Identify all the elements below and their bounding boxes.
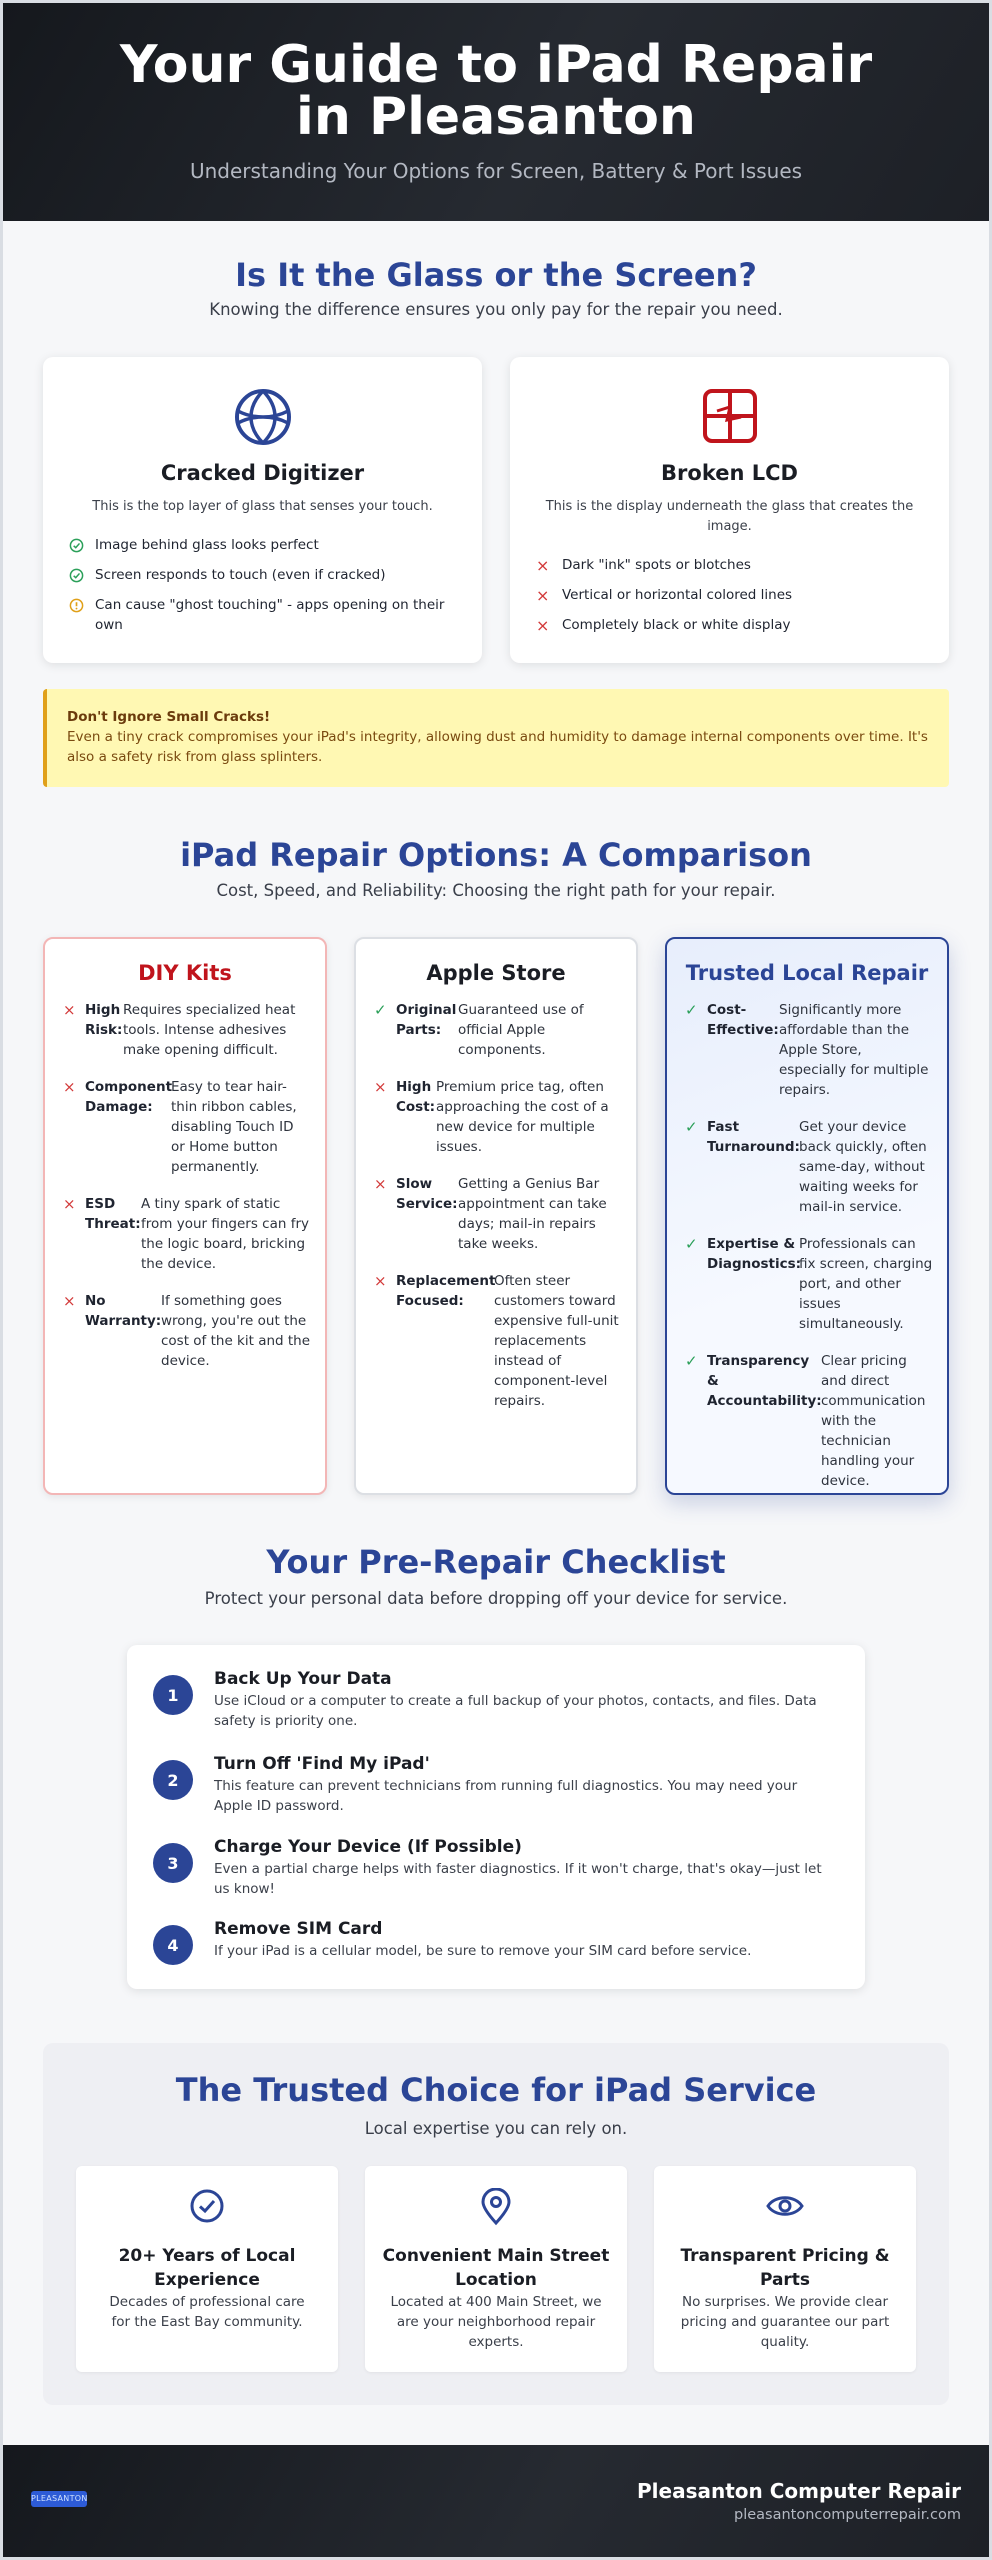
comparison-row — [63, 1077, 311, 1177]
digitizer-title: Cracked Digitizer — [160, 461, 365, 485]
comparison-title: iPad Repair Options: A Comparison — [180, 836, 812, 874]
comparison-row — [63, 1291, 311, 1371]
step-number: 1 — [153, 1675, 193, 1715]
row-value: A tiny spark of static from your fingers can fry the logic board, bricking the device. — [141, 1196, 309, 1272]
x-icon: × — [374, 1272, 387, 1290]
trusted-feature-card — [365, 2166, 627, 2372]
x-icon: × — [536, 586, 550, 605]
page-header — [3, 3, 989, 221]
checklist-card — [127, 1645, 865, 1989]
comparison-row — [374, 1271, 622, 1411]
diy-kits-card — [43, 937, 327, 1495]
lcd-card — [510, 357, 949, 663]
step-number: 3 — [153, 1843, 193, 1883]
list-item-text: Can cause "ghost touching" - apps opening on their own — [95, 597, 445, 633]
lcd-symptom-list — [536, 555, 925, 645]
comparison-row — [685, 1351, 933, 1491]
row-key: Fast Turnaround: — [707, 1119, 800, 1155]
page-subtitle: Understanding Your Options for Screen, Battery & Port Issues — [189, 159, 803, 183]
row-value: Getting a Genius Bar appointment can take days; mail-in repairs take weeks. — [458, 1176, 607, 1252]
comparison-row — [374, 1077, 622, 1157]
apple-store-title: Apple Store — [426, 961, 566, 985]
feature-title: Convenient Main Street Location — [382, 2246, 610, 2290]
warning-body: Even a tiny crack compromises your iPad's integrity, allowing dust and humidity to damage internal components over time. It's also a safety risk from glass splinters. — [67, 729, 928, 765]
list-item-text: Image behind glass looks perfect — [95, 537, 319, 553]
list-item-text: Vertical or horizontal colored lines — [562, 587, 793, 603]
row-value: Requires specialized heat tools. Intense adhesives make opening difficult. — [123, 1002, 296, 1058]
company-website-link[interactable]: pleasantoncomputerrepair.com — [734, 2507, 961, 2523]
page-footer — [3, 2445, 989, 2557]
row-key: High Cost: — [396, 1079, 436, 1115]
checklist-step — [153, 1669, 831, 1731]
warning-title: Don't Ignore Small Cracks! — [67, 709, 271, 725]
row-key: Transparency & Accountability: — [707, 1353, 822, 1409]
row-value: Get your device back quickly, often same-day, without waiting weeks for mail-in service. — [799, 1119, 927, 1215]
trusted-local-repair-title: Trusted Local Repair — [685, 961, 929, 985]
comparison-row — [374, 1000, 622, 1060]
comparison-subtitle: Cost, Speed, and Reliability: Choosing the right path for your repair. — [216, 881, 776, 900]
comparison-row — [63, 1000, 311, 1060]
row-value: Premium price tag, often approaching the cost of a new device for multiple issues. — [436, 1079, 609, 1155]
x-icon: × — [63, 1292, 76, 1310]
step-title: Turn Off 'Find My iPad' — [214, 1754, 430, 1774]
list-item-text: Dark "ink" spots or blotches — [562, 557, 751, 573]
row-key: Expertise & Diagnostics: — [707, 1236, 802, 1272]
check-icon: ✓ — [685, 1352, 698, 1370]
trusted-feature-card — [76, 2166, 338, 2372]
row-value: Significantly more affordable than the Apple Store, especially for multiple repairs. — [779, 1002, 929, 1098]
list-item — [69, 565, 458, 585]
step-title: Charge Your Device (If Possible) — [214, 1837, 522, 1857]
step-title: Remove SIM Card — [214, 1919, 383, 1939]
checklist-step — [153, 1754, 831, 1816]
x-icon: × — [374, 1078, 387, 1096]
row-key: Replacement Focused: — [396, 1273, 496, 1309]
check-icon: ✓ — [685, 1118, 698, 1136]
check-icon: ✓ — [685, 1001, 698, 1019]
row-value: Often steer customers toward expensive full-unit replacements instead of component-level repairs. — [494, 1273, 619, 1409]
list-item-text: Screen responds to touch (even if cracked) — [95, 567, 386, 583]
row-key: Cost-Effective: — [707, 1002, 779, 1038]
step-number: 4 — [153, 1925, 193, 1965]
row-key: Slow Service: — [396, 1176, 458, 1212]
checklist-step — [153, 1837, 831, 1899]
x-icon: × — [536, 556, 550, 575]
step-desc: If your iPad is a cellular model, be sure to remove your SIM card before service. — [214, 1943, 752, 1959]
apple-store-card — [354, 937, 638, 1495]
list-item — [536, 555, 925, 575]
check-icon: ✓ — [685, 1235, 698, 1253]
check-icon: ✓ — [374, 1001, 387, 1019]
comparison-row — [374, 1174, 622, 1254]
row-key: High Risk: — [85, 1002, 123, 1038]
glass-section-title: Is It the Glass or the Screen? — [235, 256, 757, 294]
broken-display-icon — [701, 387, 759, 445]
step-desc: Even a partial charge helps with faster diagnostics. If it won't charge, that's okay—just let us know! — [214, 1861, 822, 1897]
list-item — [536, 615, 925, 635]
comparison-row — [685, 1234, 933, 1334]
step-desc: Use iCloud or a computer to create a full backup of your photos, contacts, and files. Data safety is priority one. — [214, 1693, 817, 1729]
trusted-title: The Trusted Choice for iPad Service — [175, 2071, 817, 2109]
comparison-row — [685, 1000, 933, 1100]
x-icon: × — [63, 1001, 76, 1019]
list-item — [536, 585, 925, 605]
step-number: 2 — [153, 1760, 193, 1800]
trusted-local-repair-card — [665, 937, 949, 1495]
feature-title: Transparent Pricing & Parts — [680, 2246, 890, 2290]
x-icon: × — [63, 1195, 76, 1213]
alert-circle-icon — [69, 598, 84, 613]
trusted-choice-panel — [43, 2043, 949, 2405]
row-value: Professionals can fix screen, charging port, and other issues simultaneously. — [799, 1236, 933, 1332]
step-title: Back Up Your Data — [214, 1669, 392, 1689]
check-circle-icon — [69, 538, 84, 553]
digitizer-card — [43, 357, 482, 663]
digitizer-symptom-list — [69, 535, 458, 645]
lcd-desc: This is the display underneath the glass that creates the image. — [545, 499, 914, 534]
eye-icon — [765, 2188, 805, 2224]
feature-desc: Located at 400 Main Street, we are your neighborhood repair experts. — [390, 2294, 602, 2350]
feature-title: 20+ Years of Local Experience — [118, 2246, 296, 2290]
check-badge-icon — [189, 2188, 225, 2224]
x-icon: × — [374, 1175, 387, 1193]
row-value: Clear pricing and direct communication with the technician handling your device. — [821, 1353, 926, 1489]
x-icon: × — [63, 1078, 76, 1096]
comparison-row — [63, 1194, 311, 1274]
page-title: Your Guide to iPad Repair in Pleasanton — [119, 35, 873, 147]
row-value: Easy to tear hair-thin ribbon cables, disabling Touch ID or Home button permanently. — [171, 1079, 297, 1175]
warning-callout — [43, 689, 949, 787]
trusted-subtitle: Local expertise you can rely on. — [364, 2119, 628, 2138]
row-key: Component Damage: — [85, 1079, 173, 1115]
row-key: Original Parts: — [396, 1002, 457, 1038]
row-key: No Warranty: — [85, 1293, 162, 1329]
feature-desc: No surprises. We provide clear pricing and guarantee our part quality. — [680, 2294, 890, 2350]
row-value: If something goes wrong, you're out the cost of the kit and the device. — [161, 1293, 311, 1369]
row-key: ESD Threat: — [85, 1196, 141, 1232]
company-name: Pleasanton Computer Repair — [637, 2479, 961, 2503]
list-item — [69, 535, 458, 555]
list-item-text: Completely black or white display — [562, 617, 791, 633]
x-icon: × — [536, 616, 550, 635]
company-logo[interactable]: PLEASANTON — [31, 2491, 87, 2507]
digitizer-desc: This is the top layer of glass that senses your touch. — [92, 499, 433, 514]
checklist-step — [153, 1919, 831, 1965]
map-pin-icon — [478, 2188, 514, 2226]
checklist-subtitle: Protect your personal data before dropping off your device for service. — [204, 1589, 788, 1608]
comparison-row — [685, 1117, 933, 1217]
trusted-feature-card — [654, 2166, 916, 2372]
checklist-title: Your Pre-Repair Checklist — [266, 1543, 726, 1581]
glass-section-subtitle: Knowing the difference ensures you only pay for the repair you need. — [209, 300, 783, 319]
check-circle-icon — [69, 568, 84, 583]
lcd-title: Broken LCD — [661, 461, 798, 485]
diy-kits-title: DIY Kits — [138, 961, 232, 985]
feature-desc: Decades of professional care for the East Bay community. — [109, 2294, 305, 2330]
row-value: Guaranteed use of official Apple components. — [458, 1002, 584, 1058]
list-item — [69, 595, 458, 635]
globe-icon — [233, 387, 293, 447]
step-desc: This feature can prevent technicians from running full diagnostics. You may need your Apple ID password. — [214, 1778, 798, 1814]
